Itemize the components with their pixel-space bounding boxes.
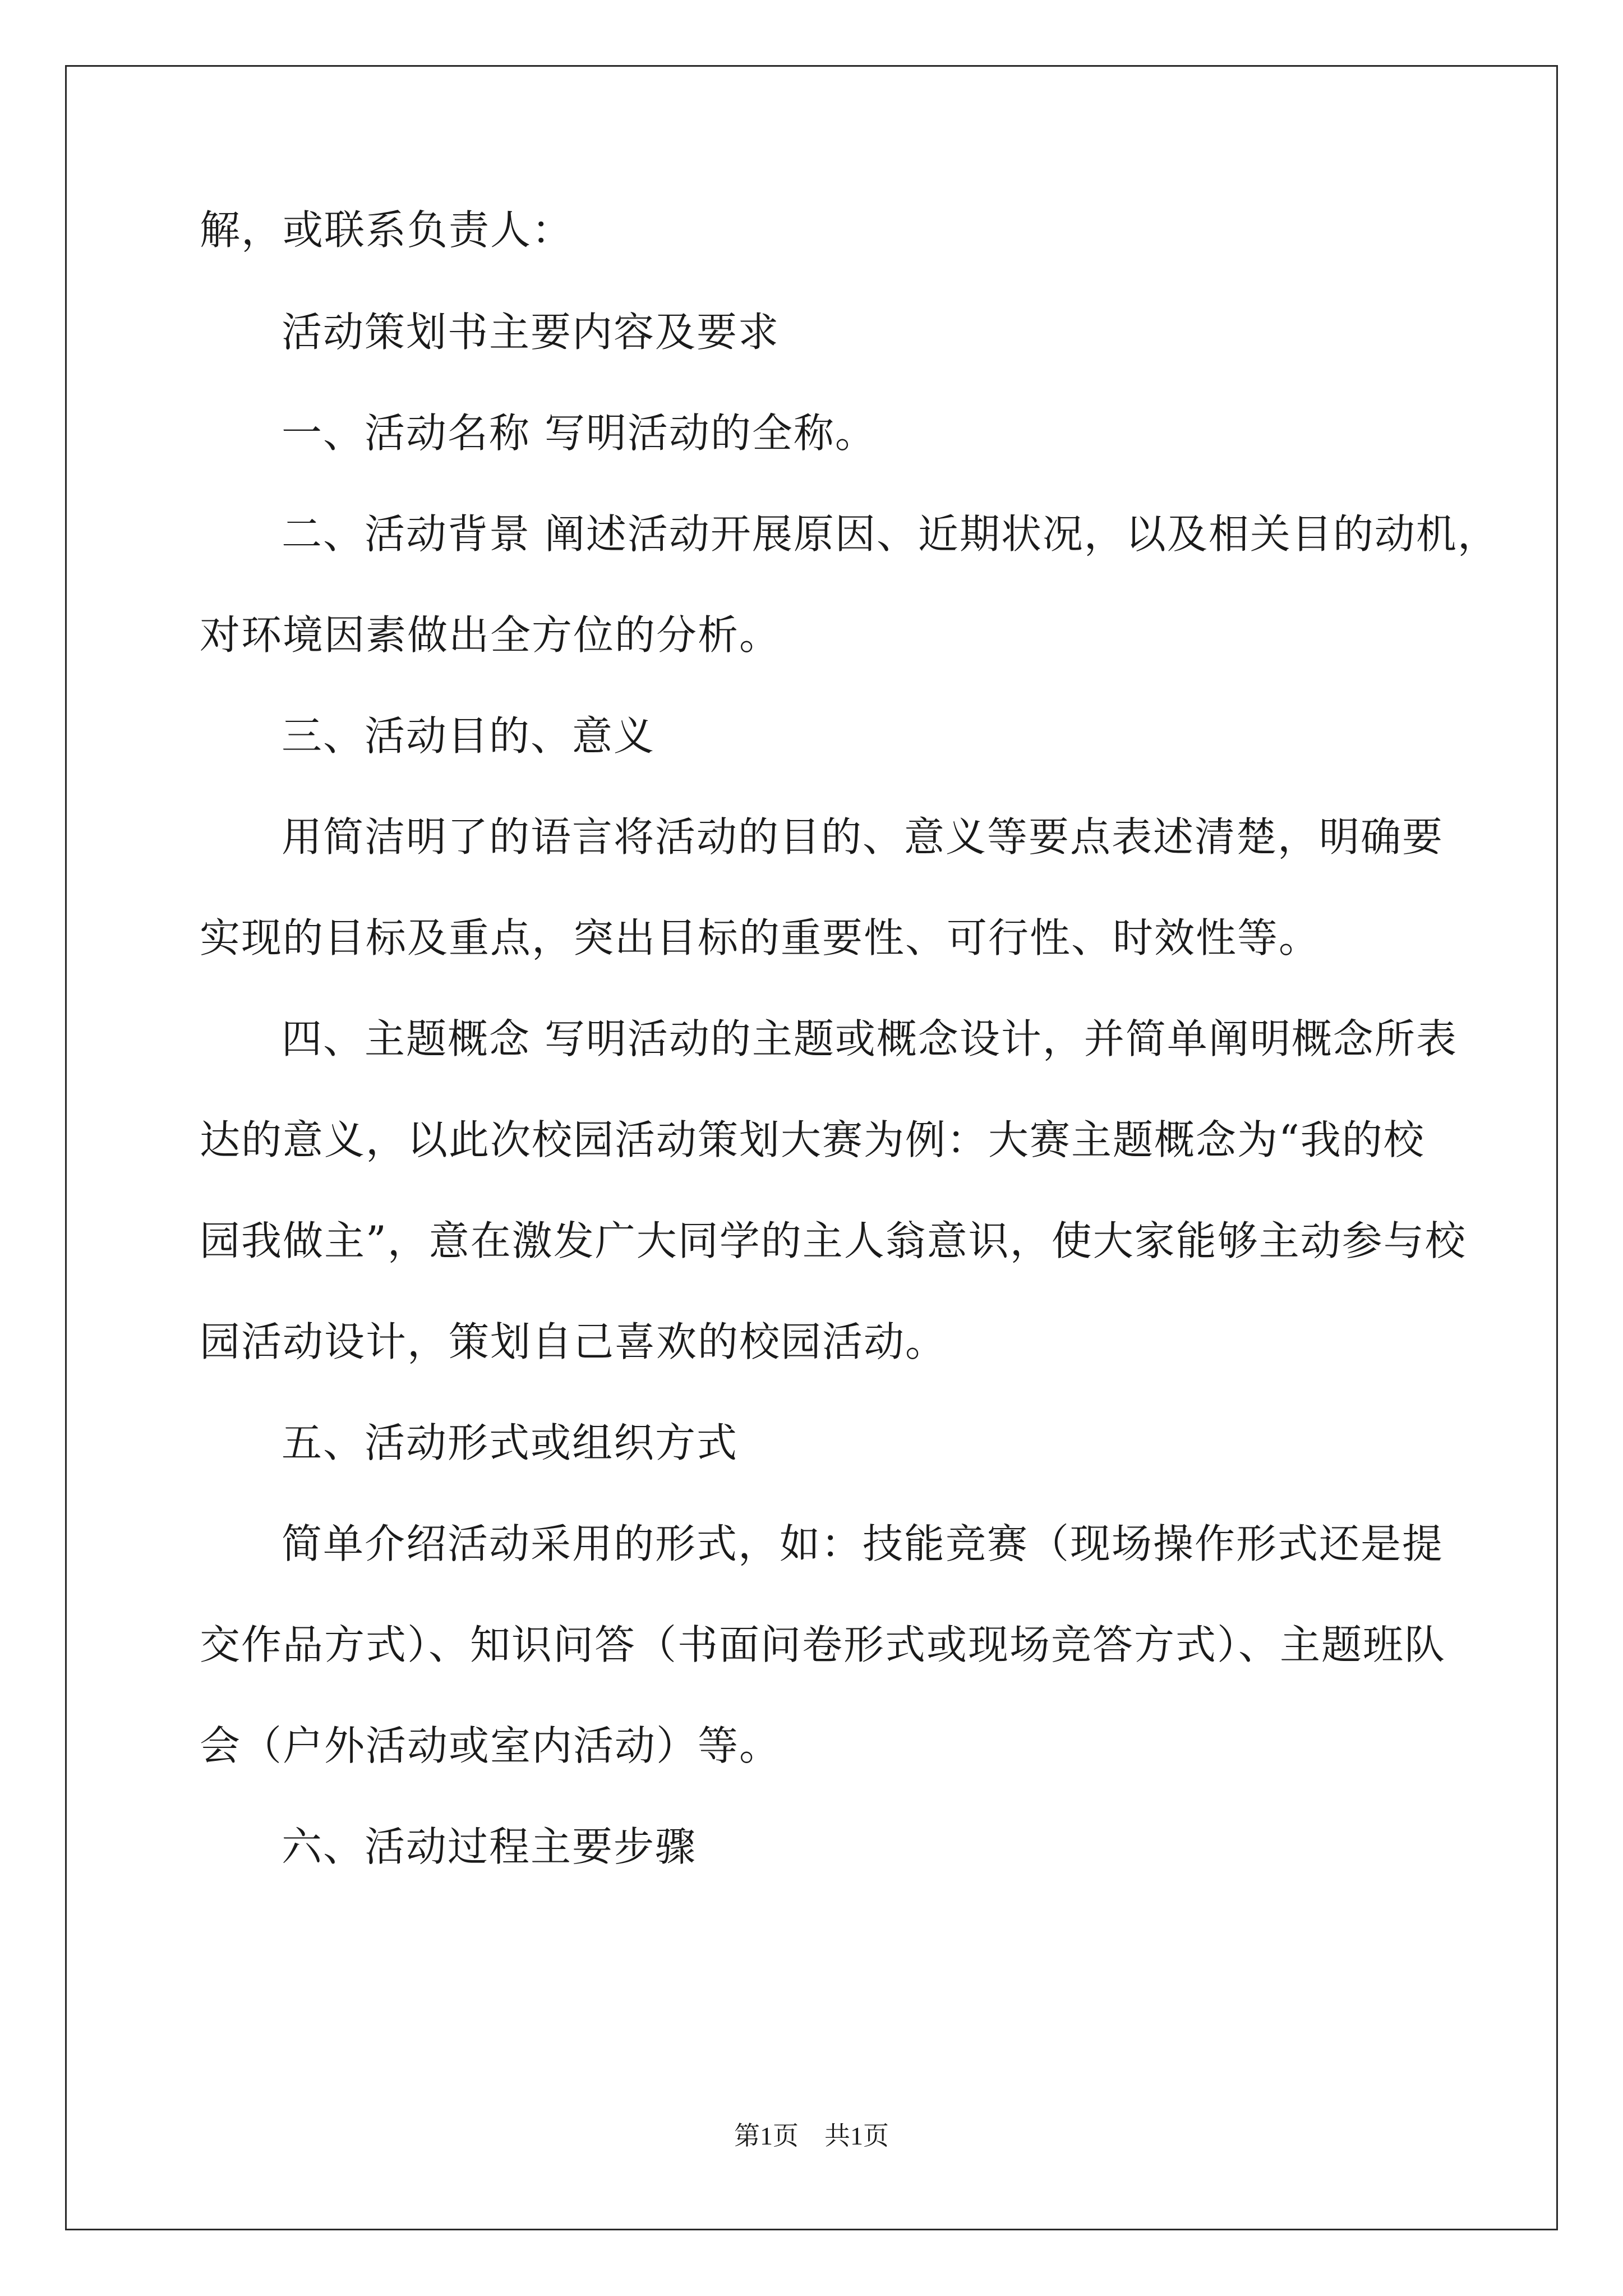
text-line: 三、活动目的、意义 [282, 712, 656, 760]
text-line: 解，或联系负责人： [200, 206, 574, 254]
text-line: 会（户外活动或室内活动）等。 [200, 1722, 781, 1769]
text-line: 五、活动形式或组织方式 [282, 1419, 739, 1466]
text-line: 园我做主”，意在激发广大同学的主人翁意识，使大家能够主动参与校 [200, 1217, 1467, 1264]
text-line: 对环境因素做出全方位的分析。 [200, 611, 781, 659]
text-line: 园活动设计，策划自己喜欢的校园活动。 [200, 1318, 947, 1365]
page-number: 第1页 [734, 2122, 799, 2150]
text-line: 一、活动名称 写明活动的全称。 [282, 409, 877, 457]
text-line: 活动策划书主要内容及要求 [282, 309, 780, 356]
text-line: 用简洁明了的语言将活动的目的、意义等要点表述清楚，明确要 [282, 813, 1444, 861]
page-footer [0, 2119, 1623, 2153]
text-line: 实现的目标及重点，突出目标的重要性、可行性、时效性等。 [200, 914, 1321, 961]
text-line: 简单介绍活动采用的形式，如：技能竞赛（现场操作形式还是提 [282, 1520, 1444, 1567]
page-total: 共1页 [824, 2122, 889, 2150]
text-line: 四、主题概念 写明活动的主题或概念设计，并简单阐明概念所表 [282, 1015, 1458, 1062]
text-line: 六、活动过程主要步骤 [282, 1823, 697, 1870]
text-line: 交作品方式）、知识问答（书面问卷形式或现场竞答方式）、主题班队 [200, 1621, 1446, 1668]
text-line: 二、活动背景 阐述活动开展原因、近期状况，以及相关目的动机， [282, 510, 1499, 558]
text-line: 达的意义，以此次校园活动策划大赛为例：大赛主题概念为“我的校 [200, 1116, 1425, 1163]
